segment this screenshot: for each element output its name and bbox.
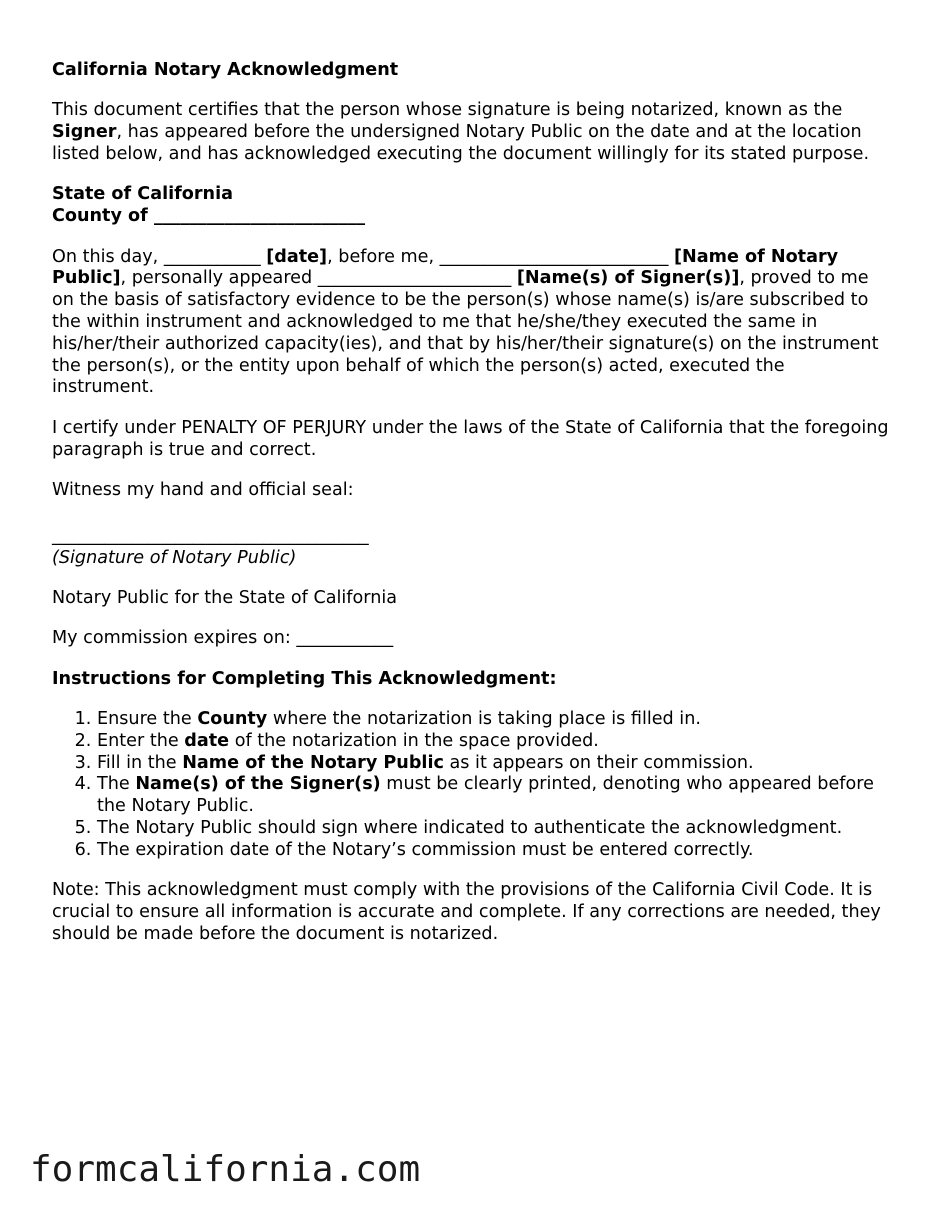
list-item-bold: Name of the Notary Public	[182, 752, 444, 773]
signature-caption: (Signature of Notary Public)	[52, 547, 297, 568]
ack-on-this-day: On this day,	[52, 246, 164, 267]
signature-block	[52, 526, 892, 570]
ack-personally-appeared: , personally appeared	[120, 268, 318, 289]
venue-county-label: County of	[52, 206, 148, 227]
date-blank-field[interactable]: ___________	[163, 246, 261, 267]
date-label: [date]	[266, 246, 328, 267]
list-item	[97, 840, 892, 862]
list-item-text: Fill in the	[97, 752, 183, 773]
list-item-text: as it appears on their commission.	[443, 752, 754, 773]
list-item-bold: County	[197, 709, 268, 730]
list-item-text: The	[97, 774, 136, 795]
list-item-text: The expiration date of the Notary’s commission must be entered correctly.	[97, 839, 754, 860]
list-item-text: The Notary Public should sign where indicated to authenticate the acknowledgment.	[97, 818, 843, 839]
ack-rest-text: , proved to me on the basis of satisfactory evidence to be the person(s) whose name(s) is/are subscribed to the within instrument and acknowledged to me that he/she/they executed the same in his/her/their authorized capacity(ies), and that by his/her/their signature(s) on the instrument the person(s), or the entity upon behalf of which the person(s) acted, executed the instrument.	[52, 268, 879, 398]
county-blank-field[interactable]: ________________________	[153, 206, 366, 227]
venue-county	[52, 206, 365, 226]
intro-text-1: This document certifies that the person whose signature is being notarized, known as the	[52, 100, 843, 121]
list-item	[97, 709, 892, 731]
commission-line	[52, 628, 892, 650]
list-item-text: Ensure the	[97, 709, 198, 730]
intro-paragraph	[52, 100, 892, 165]
list-item	[97, 774, 892, 818]
list-item-text: must be clearly printed, denoting who appeared before the Notary Public.	[97, 774, 874, 817]
list-item	[97, 818, 892, 840]
notary-name-label: [Name of Notary Public]	[52, 246, 839, 289]
footer-watermark: formcalifornia.com	[30, 1149, 421, 1190]
perjury-paragraph: I certify under PENALTY OF PERJURY under the laws of the State of California that the foregoing paragraph is true and correct.	[52, 417, 889, 460]
document-page	[52, 60, 892, 964]
acknowledgment-paragraph	[52, 247, 892, 400]
list-item	[97, 753, 892, 775]
note-paragraph: Note: This acknowledgment must comply with the provisions of the California Civil Code. It is crucial to ensure all information is accurate and complete. If any corrections are needed, they should be made before the document is notarized.	[52, 880, 881, 944]
list-item-text: Enter the	[97, 730, 185, 751]
instructions-heading: Instructions for Completing This Acknowledgment:	[52, 668, 557, 689]
list-item-text: where the notarization is taking place is filled in.	[267, 709, 701, 730]
document-title: California Notary Acknowledgment	[52, 60, 399, 80]
intro-text-2: , has appeared before the undersigned Notary Public on the date and at the location listed below, and has acknowledged executing the document willingly for its stated purpose.	[52, 122, 870, 164]
list-item-bold: date	[184, 730, 230, 751]
venue-block	[52, 184, 892, 228]
witness-text: Witness my hand and official seal:	[52, 479, 354, 500]
list-item-bold: Name(s) of the Signer(s)	[135, 774, 381, 795]
signature-line-field[interactable]: ____________________________________	[52, 525, 369, 546]
instructions-list	[52, 709, 892, 862]
list-item	[97, 731, 892, 753]
signer-name-blank-field[interactable]: ______________________	[317, 268, 512, 289]
venue-state: State of California	[52, 184, 233, 205]
signer-name-label: [Name(s) of Signer(s)]	[516, 268, 740, 289]
commission-blank-field[interactable]: ___________	[296, 628, 394, 649]
intro-signer-term: Signer	[52, 122, 117, 143]
ack-before-me: , before me,	[327, 246, 440, 267]
list-item-text: of the notarization in the space provided.	[229, 730, 599, 751]
commission-label: My commission expires on:	[52, 628, 297, 649]
notary-name-blank-field[interactable]: __________________________	[439, 246, 669, 267]
notary-for-text: Notary Public for the State of California	[52, 587, 398, 608]
